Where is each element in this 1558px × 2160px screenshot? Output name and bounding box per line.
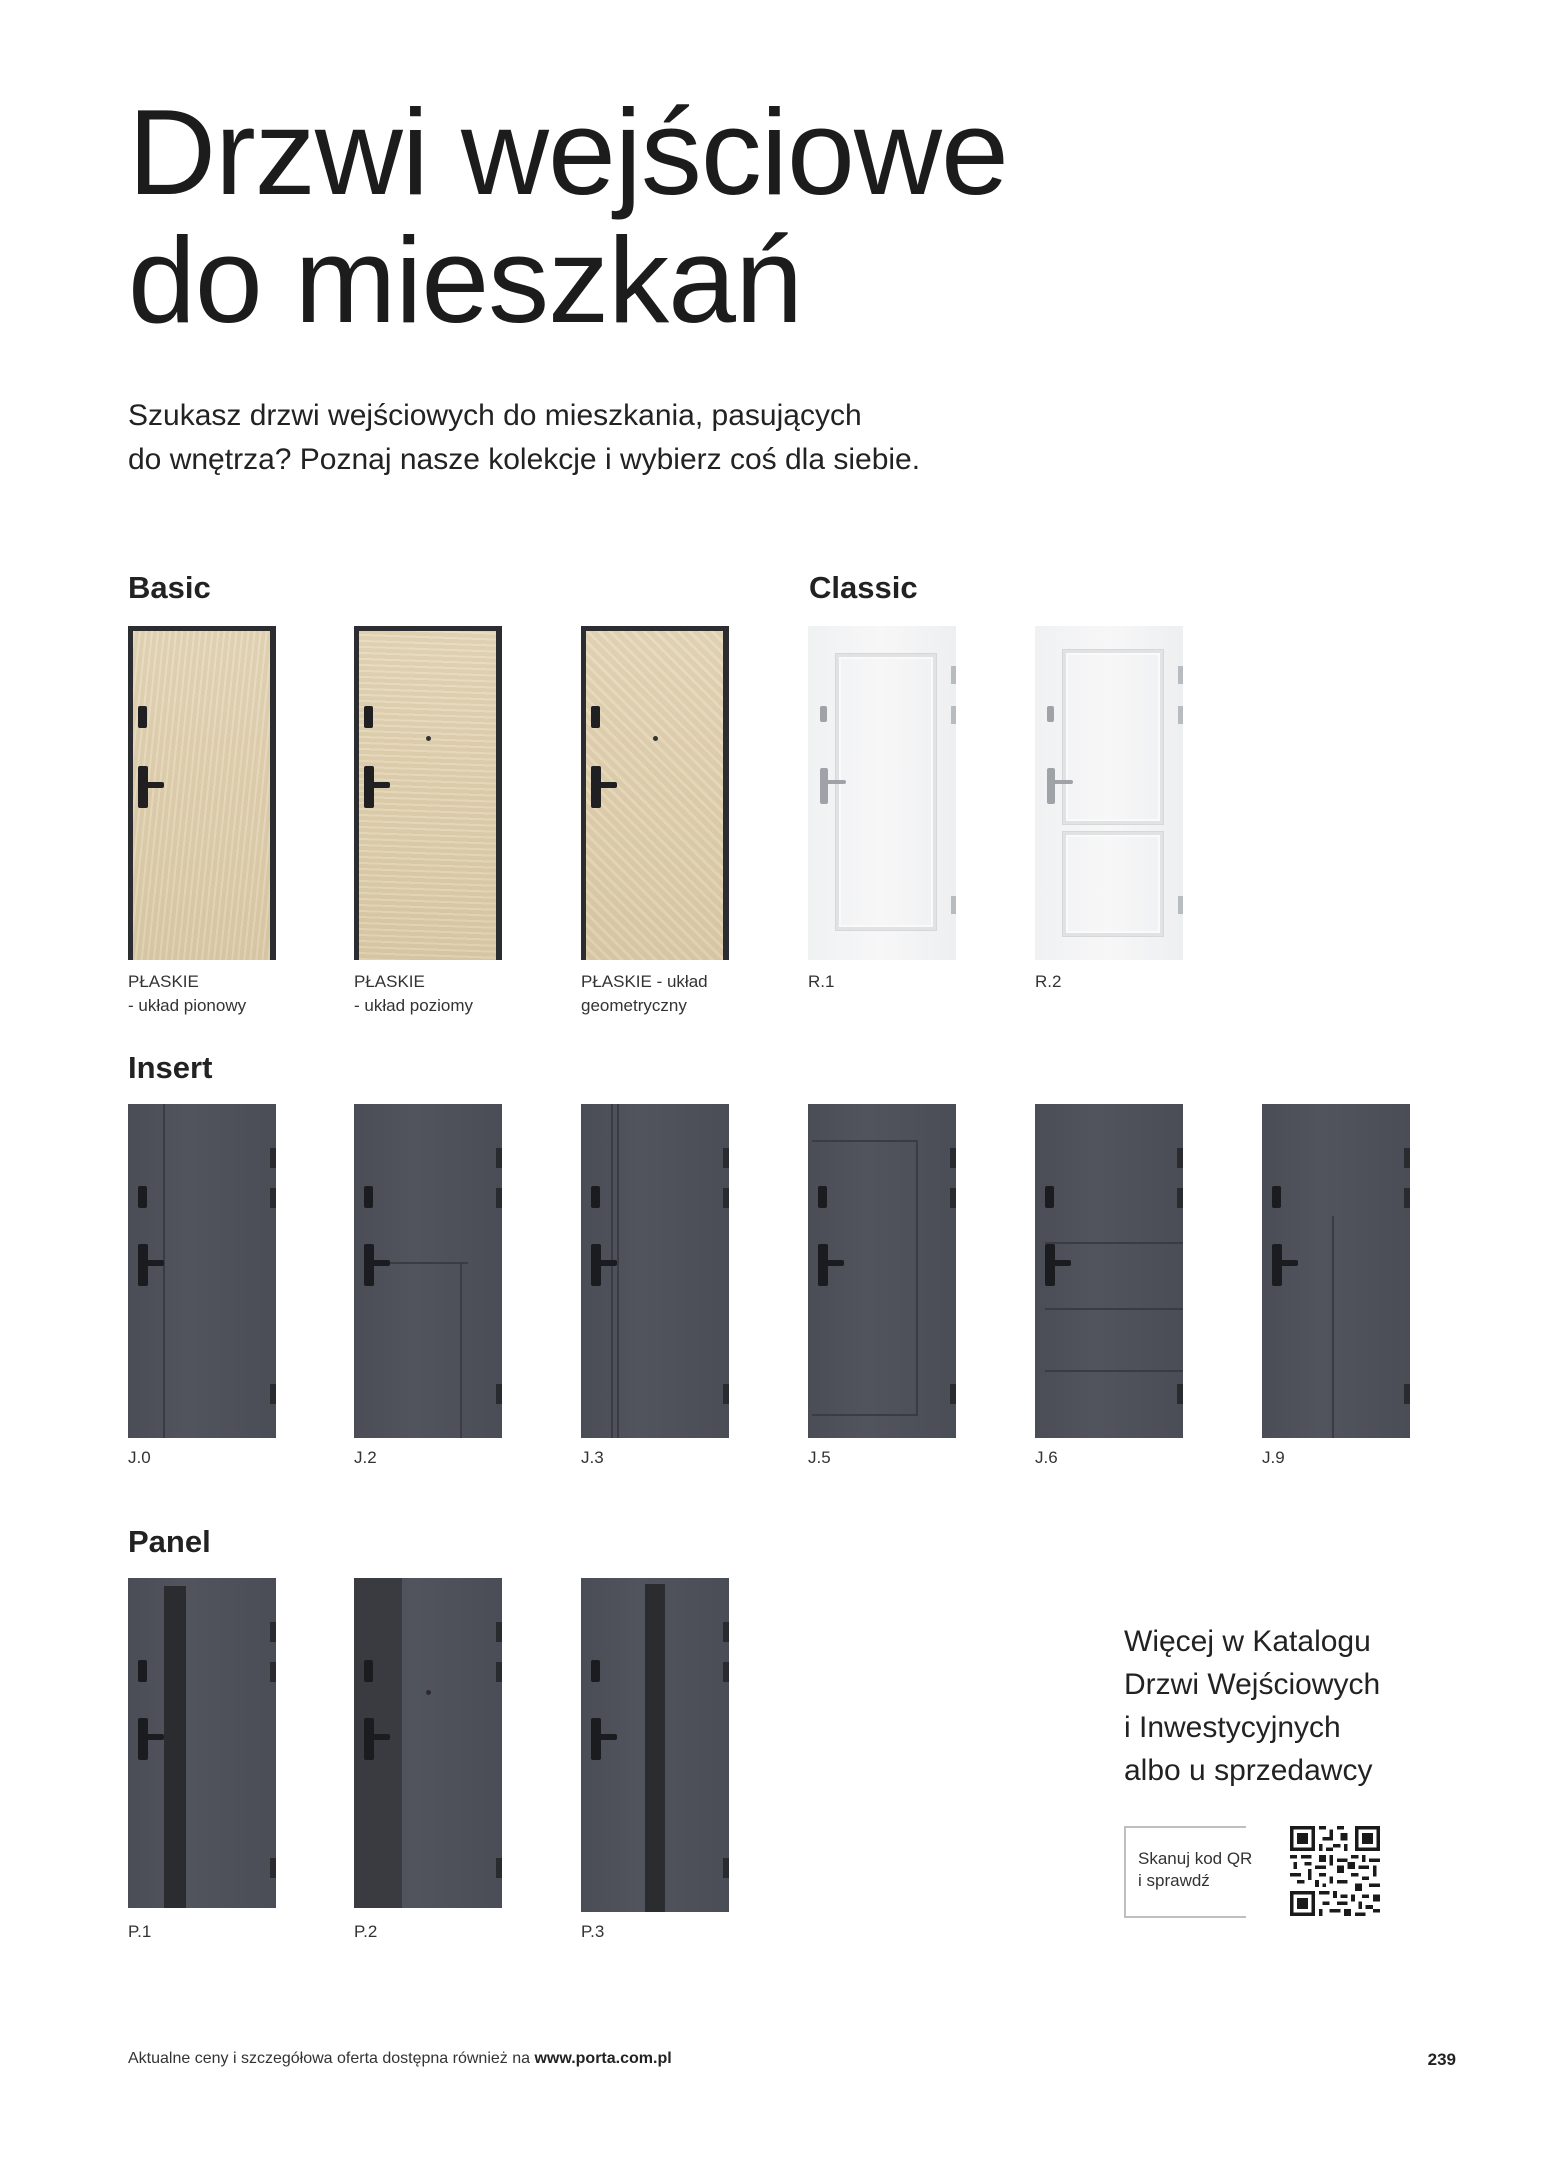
handle-lever [368, 1734, 390, 1740]
hinge-icon [1178, 706, 1183, 724]
door-leaf [133, 631, 270, 960]
door-caption-p2: P.2 [354, 1922, 378, 1941]
handle-lever [1049, 1260, 1071, 1266]
door-panel-molding [836, 654, 936, 930]
intro-line-1: Szukasz drzwi wejściowych do mieszkania, pasujących [128, 399, 862, 432]
hinge-icon [496, 1188, 502, 1208]
hinge-icon [723, 1622, 729, 1642]
door-groove [916, 1140, 918, 1416]
hinge-icon [496, 1858, 502, 1878]
title-line-1: Drzwi wejściowe [128, 84, 1008, 220]
handle-lever [142, 1260, 164, 1266]
hinge-icon [950, 1188, 956, 1208]
door-groove [812, 1140, 918, 1142]
door-caption-r1: R.1 [808, 972, 835, 991]
hinge-icon [496, 1662, 502, 1682]
hinge-icon [270, 1188, 276, 1208]
hinge-icon [1177, 1188, 1183, 1208]
door-image-basic-geometric[interactable] [581, 626, 729, 960]
door-image-j3[interactable] [581, 1104, 729, 1438]
hinge-icon [951, 666, 956, 684]
door-image-p3[interactable] [581, 1578, 729, 1912]
door-groove [812, 1414, 918, 1416]
handle-lever [824, 780, 846, 784]
lock-icon [820, 706, 827, 722]
door-glass-strip [354, 1578, 402, 1908]
handle-lever [142, 782, 164, 788]
door-glass-strip [164, 1586, 186, 1908]
hinge-icon [951, 706, 956, 724]
door-image-basic-horizontal[interactable] [354, 626, 502, 960]
door-image-r2[interactable] [1035, 626, 1183, 960]
section-title-insert: Insert [128, 1050, 213, 1085]
door-image-p2[interactable] [354, 1578, 502, 1908]
lock-icon [1272, 1186, 1281, 1208]
door-groove [1045, 1370, 1183, 1372]
section-title-panel: Panel [128, 1524, 211, 1559]
hinge-icon [723, 1384, 729, 1404]
door-panel-molding-top [1063, 650, 1163, 824]
door-groove [1045, 1242, 1183, 1244]
door-groove [388, 1262, 468, 1264]
intro-line-2: do wnętrza? Poznaj nasze kolekcje i wybierz coś dla siebie. [128, 443, 921, 476]
lock-icon [138, 1660, 147, 1682]
handle-icon [820, 768, 828, 804]
qr-instruction: Skanuj kod QR i sprawdź [1138, 1849, 1253, 1890]
lock-icon [138, 1186, 147, 1208]
hinge-icon [496, 1622, 502, 1642]
hinge-icon [1178, 896, 1183, 914]
door-caption-j0: J.0 [128, 1448, 151, 1467]
door-glass-strip [645, 1584, 665, 1912]
door-leaf [808, 1104, 956, 1438]
door-groove [163, 1104, 165, 1438]
hinge-icon [1177, 1384, 1183, 1404]
door-leaf [359, 631, 496, 960]
door-leaf [128, 1578, 276, 1908]
footer-link[interactable]: www.porta.com.pl [534, 2050, 672, 2067]
peephole-icon [426, 1690, 431, 1695]
intro-paragraph [128, 394, 1028, 482]
hinge-icon [1404, 1148, 1410, 1168]
door-caption-j2: J.2 [354, 1448, 377, 1467]
door-caption-j3: J.3 [581, 1448, 604, 1467]
hinge-icon [270, 1662, 276, 1682]
hinge-icon [723, 1662, 729, 1682]
door-leaf [581, 1104, 729, 1438]
door-groove [617, 1104, 619, 1438]
door-image-j5[interactable] [808, 1104, 956, 1438]
lock-icon [1045, 1186, 1054, 1208]
door-image-basic-vertical[interactable] [128, 626, 276, 960]
door-panel-molding-bottom [1063, 832, 1163, 936]
qr-code-icon[interactable] [1290, 1826, 1380, 1916]
hinge-icon [1404, 1188, 1410, 1208]
hinge-icon [270, 1384, 276, 1404]
lock-icon [1047, 706, 1054, 722]
hinge-icon [723, 1858, 729, 1878]
hinge-icon [1177, 1148, 1183, 1168]
handle-lever [368, 1260, 390, 1266]
door-caption-basic-geometric: PŁASKIE - układ geometryczny [581, 972, 708, 1015]
door-image-j0[interactable] [128, 1104, 276, 1438]
door-image-j2[interactable] [354, 1104, 502, 1438]
hinge-icon [496, 1148, 502, 1168]
door-leaf [1262, 1104, 1410, 1438]
hinge-icon [723, 1148, 729, 1168]
hinge-icon [951, 896, 956, 914]
section-title-classic: Classic [809, 570, 918, 605]
door-groove [611, 1104, 613, 1438]
peephole-icon [426, 736, 431, 741]
hinge-icon [270, 1622, 276, 1642]
door-image-r1[interactable] [808, 626, 956, 960]
page-title [128, 84, 1008, 348]
handle-lever [1276, 1260, 1298, 1266]
door-caption-j5: J.5 [808, 1448, 831, 1467]
handle-lever [822, 1260, 844, 1266]
footer-note: Aktualne ceny i szczegółowa oferta dostępna również na www.porta.com.pl [128, 2050, 672, 2067]
peephole-icon [653, 736, 658, 741]
handle-lever [595, 1734, 617, 1740]
lock-icon [591, 706, 600, 728]
door-image-j9[interactable] [1262, 1104, 1410, 1438]
lock-icon [591, 1660, 600, 1682]
hinge-icon [270, 1858, 276, 1878]
lock-icon [364, 706, 373, 728]
door-leaf [354, 1104, 502, 1438]
handle-lever [142, 1734, 164, 1740]
handle-lever [368, 782, 390, 788]
door-image-j6[interactable] [1035, 1104, 1183, 1438]
door-caption-j6: J.6 [1035, 1448, 1058, 1467]
door-caption-basic-horizontal: PŁASKIE - układ poziomy [354, 972, 474, 1015]
lock-icon [818, 1186, 827, 1208]
page-number: 239 [1427, 2050, 1456, 2069]
door-caption-basic-vertical: PŁASKIE - układ pionowy [128, 972, 247, 1015]
hinge-icon [950, 1384, 956, 1404]
hinge-icon [270, 1148, 276, 1168]
handle-lever [595, 1260, 617, 1266]
door-groove [1045, 1308, 1183, 1310]
section-title-basic: Basic [128, 570, 211, 605]
door-leaf [1035, 1104, 1183, 1438]
door-leaf [586, 631, 723, 960]
handle-lever [1051, 780, 1073, 784]
door-caption-p1: P.1 [128, 1922, 152, 1941]
hinge-icon [496, 1384, 502, 1404]
handle-lever [595, 782, 617, 788]
hinge-icon [1404, 1384, 1410, 1404]
door-caption-r2: R.2 [1035, 972, 1062, 991]
lock-icon [138, 706, 147, 728]
hinge-icon [723, 1188, 729, 1208]
door-leaf [128, 1104, 276, 1438]
door-caption-p3: P.3 [581, 1922, 605, 1941]
lock-icon [364, 1186, 373, 1208]
hinge-icon [950, 1148, 956, 1168]
door-caption-j9: J.9 [1262, 1448, 1285, 1467]
handle-icon [1047, 768, 1055, 804]
catalog-promo: Więcej w Katalogu Drzwi Wejściowych i Inwestycyjnych albo u sprzedawcy [1124, 1625, 1381, 1787]
title-line-2: do mieszkań [128, 212, 802, 348]
door-groove [460, 1262, 462, 1438]
door-groove [1332, 1216, 1334, 1438]
lock-icon [591, 1186, 600, 1208]
door-image-p1[interactable] [128, 1578, 276, 1908]
hinge-icon [1178, 666, 1183, 684]
lock-icon [364, 1660, 373, 1682]
